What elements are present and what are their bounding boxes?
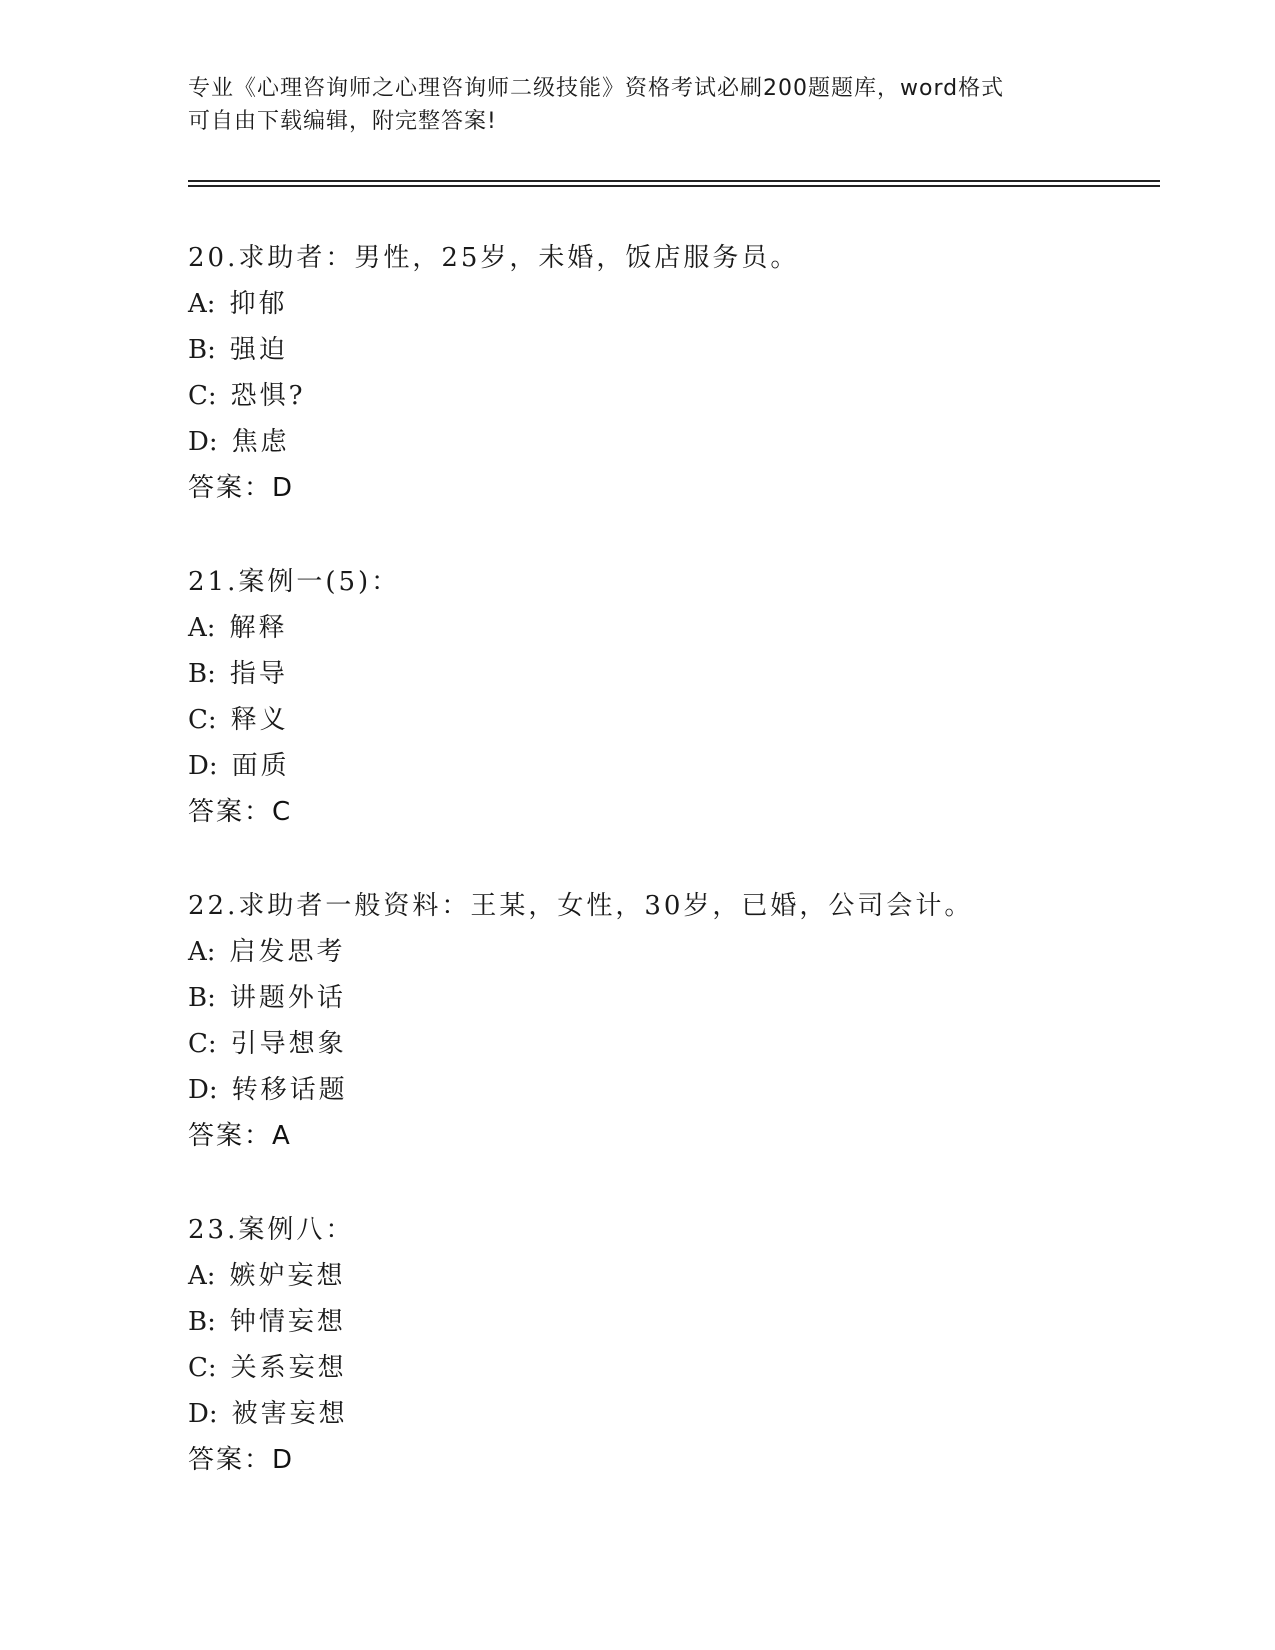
option-text: 被害妄想 xyxy=(231,1399,348,1429)
option-letter: B: xyxy=(188,335,216,365)
option-letter: B: xyxy=(188,659,216,689)
question-list xyxy=(188,235,1160,1531)
option-d xyxy=(188,1067,1160,1113)
question-stem: 23.案例八： xyxy=(188,1215,355,1245)
question-stem: 20.求助者：男性，25岁，未婚，饭店服务员。 xyxy=(188,243,800,273)
option-letter: A: xyxy=(188,289,216,319)
option-text: 转移话题 xyxy=(231,1075,348,1105)
option-text: 恐惧? xyxy=(230,381,306,411)
option-text: 抑郁 xyxy=(229,289,288,319)
option-b xyxy=(188,975,1160,1021)
question-item xyxy=(188,883,1160,1159)
option-b xyxy=(188,651,1160,697)
option-text: 焦虑 xyxy=(231,427,290,457)
option-b xyxy=(188,1299,1160,1345)
option-text: 钟情妄想 xyxy=(229,1307,346,1337)
header-divider-top xyxy=(188,180,1160,182)
question-item xyxy=(188,235,1160,511)
option-c xyxy=(188,373,1160,419)
option-text: 解释 xyxy=(229,613,288,643)
answer-line: 答案：C xyxy=(188,797,293,827)
answer-line: 答案：D xyxy=(188,1445,295,1475)
option-letter: C: xyxy=(188,381,217,411)
option-b xyxy=(188,327,1160,373)
answer-line: 答案：A xyxy=(188,1121,292,1151)
option-d xyxy=(188,1391,1160,1437)
option-letter: C: xyxy=(188,1353,217,1383)
option-d xyxy=(188,419,1160,465)
option-text: 启发思考 xyxy=(229,937,346,967)
option-letter: D: xyxy=(188,427,218,457)
option-letter: A: xyxy=(188,937,216,967)
header-line-1: 专业《心理咨询师之心理咨询师二级技能》资格考试必刷200题题库，word格式 xyxy=(188,76,1005,101)
question-stem: 22.求助者一般资料：王某，女性，30岁，已婚，公司会计。 xyxy=(188,891,974,921)
option-letter: A: xyxy=(188,1261,216,1291)
option-text: 强迫 xyxy=(229,335,288,365)
option-a xyxy=(188,929,1160,975)
option-letter: B: xyxy=(188,1307,216,1337)
option-letter: A: xyxy=(188,613,216,643)
option-text: 关系妄想 xyxy=(230,1353,347,1383)
document-header xyxy=(188,72,1088,138)
option-letter: C: xyxy=(188,705,217,735)
option-letter: D: xyxy=(188,1399,218,1429)
option-a xyxy=(188,1253,1160,1299)
question-item xyxy=(188,559,1160,835)
option-letter: D: xyxy=(188,751,218,781)
option-a xyxy=(188,605,1160,651)
option-text: 释义 xyxy=(230,705,289,735)
option-text: 讲题外话 xyxy=(229,983,346,1013)
header-line-2: 可自由下载编辑，附完整答案! xyxy=(188,109,497,134)
option-letter: B: xyxy=(188,983,216,1013)
option-text: 指导 xyxy=(229,659,288,689)
option-d xyxy=(188,743,1160,789)
option-letter: D: xyxy=(188,1075,218,1105)
option-text: 引导想象 xyxy=(230,1029,347,1059)
option-letter: C: xyxy=(188,1029,217,1059)
option-c xyxy=(188,1345,1160,1391)
option-c xyxy=(188,1021,1160,1067)
header-divider-bottom xyxy=(188,185,1160,187)
option-text: 嫉妒妄想 xyxy=(229,1261,346,1291)
option-text: 面质 xyxy=(231,751,290,781)
option-a xyxy=(188,281,1160,327)
question-stem: 21.案例一(5)： xyxy=(188,567,401,597)
question-item xyxy=(188,1207,1160,1483)
option-c xyxy=(188,697,1160,743)
answer-line: 答案：D xyxy=(188,473,295,503)
